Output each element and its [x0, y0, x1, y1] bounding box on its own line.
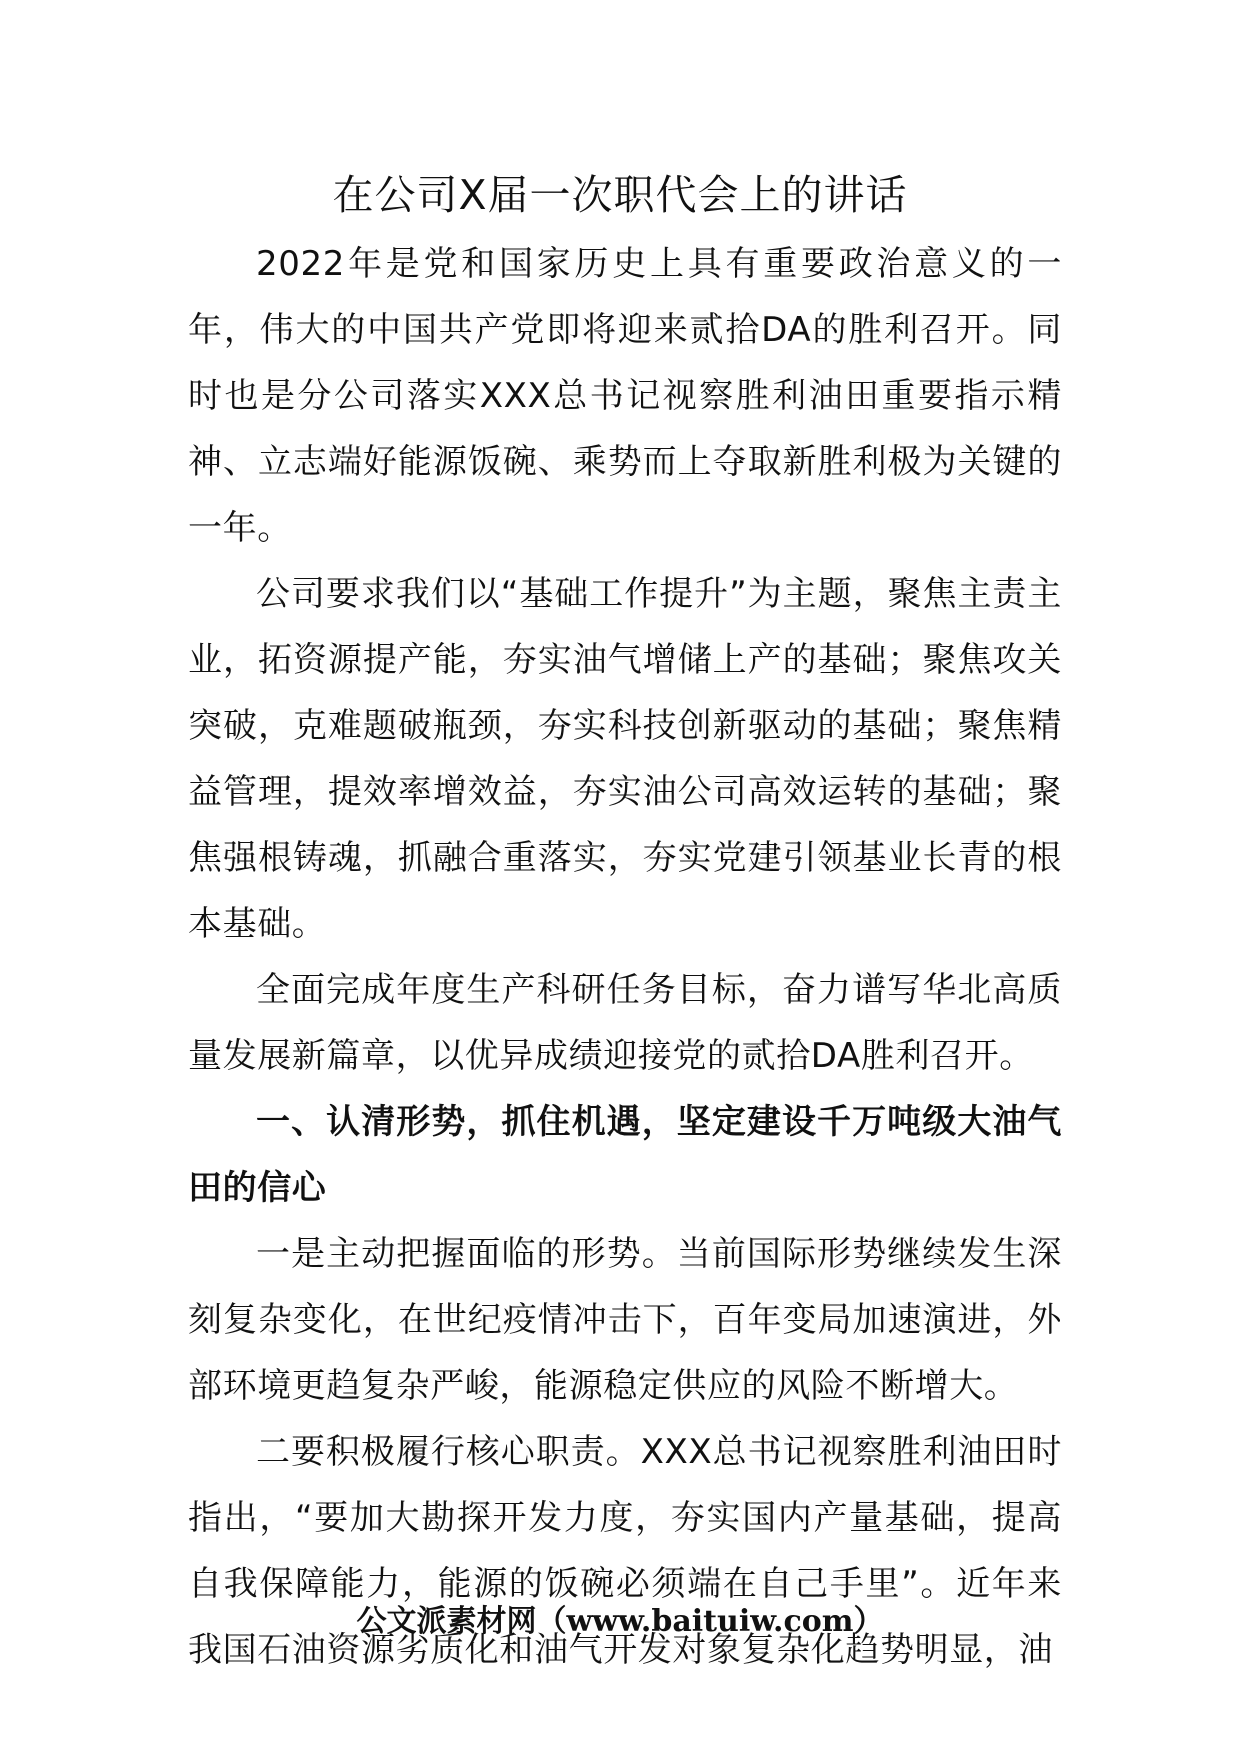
- document-body: [188, 231, 1062, 1683]
- paragraph-intro: 2022年是党和国家历史上具有重要政治意义的一年，伟大的中国共产党即将迎来贰拾DA的胜利召开。同时也是分公司落实XXX总书记视察胜利油田重要指示精神、立志端好能源饭碗、乘势而上夺取新胜利极为关键的一年。: [188, 244, 1062, 548]
- paragraph-duty: 二要积极履行核心职责。XXX总书记视察胜利油田时指出，“要加大勘探开发力度，夯实国内产量基础，提高自我保障能力，能源的饭碗必须端在自己手里”。近年来我国石油资源劣质化和油气开发对象复杂化趋势明显，油: [188, 1432, 1062, 1670]
- paragraph-situation: 一是主动把握面临的形势。当前国际形势继续发生深刻复杂变化，在世纪疫情冲击下，百年变局加速演进，外部环境更趋复杂严峻，能源稳定供应的风险不断增大。: [188, 1234, 1062, 1406]
- paragraph-goal: 全面完成年度生产科研任务目标，奋力谱写华北高质量发展新篇章，以优异成绩迎接党的贰拾DA胜利召开。: [188, 970, 1062, 1076]
- document-title: 在公司Ⅹ届一次职代会上的讲话: [332, 171, 908, 219]
- paragraph-theme: 公司要求我们以“基础工作提升”为主题，聚焦主责主业，拓资源提产能，夯实油气增储上产的基础；聚焦攻关突破，克难题破瓶颈，夯实科技创新驱动的基础；聚焦精益管理，提效率增效益，夯实油公司高效运转的基础；聚焦强根铸魂，抓融合重落实，夯实党建引领基业长青的根本基础。: [188, 574, 1062, 944]
- footer-watermark: 公文派素材网（www.baituiw.com）: [356, 1604, 884, 1639]
- section-heading-one: 一、认清形势，抓住机遇，坚定建设千万吨级大油气田的信心: [188, 1102, 1062, 1208]
